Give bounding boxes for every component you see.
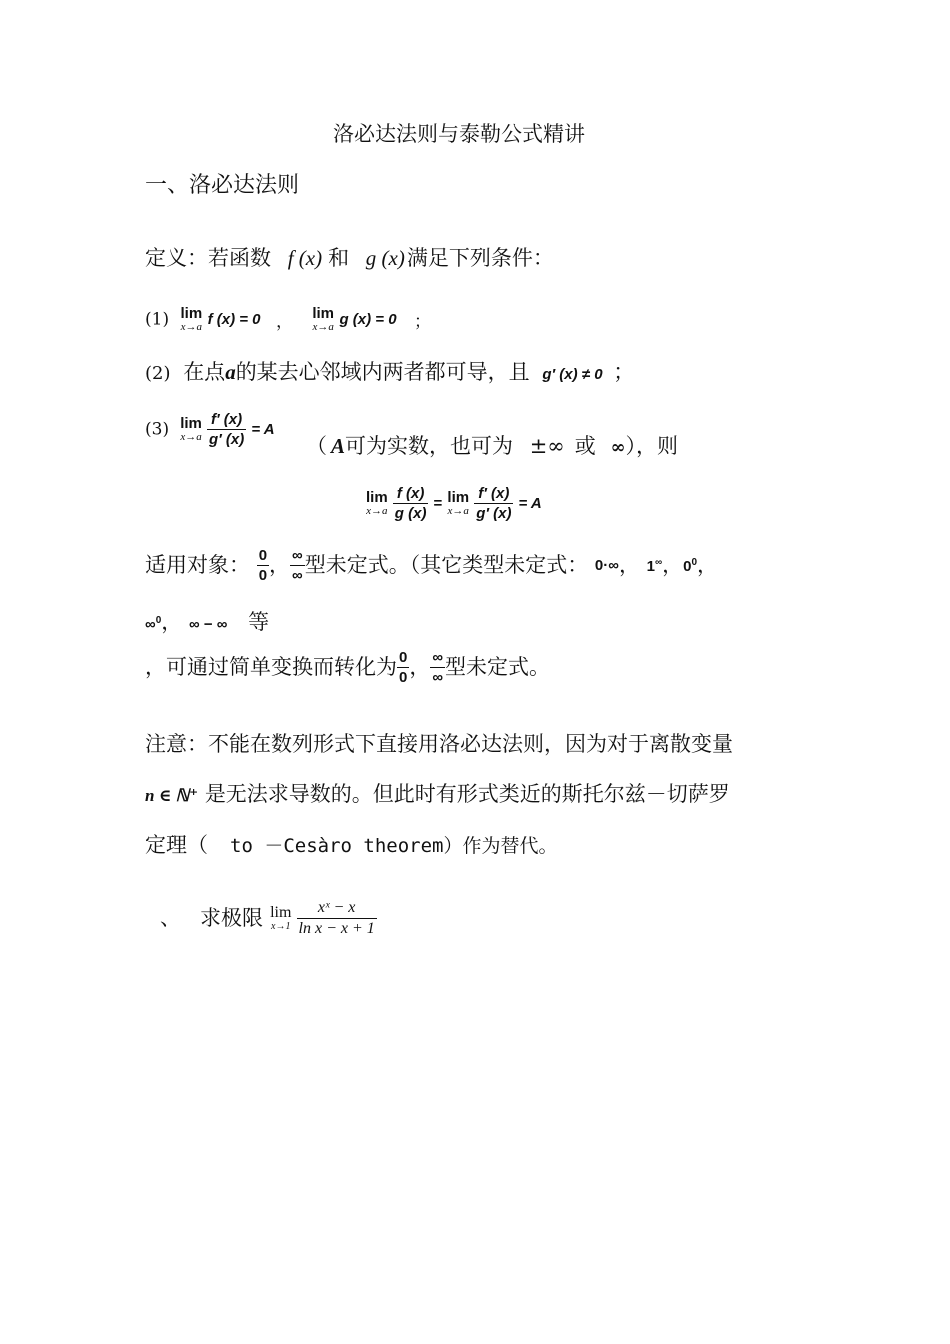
g-of-x: g (x) [365,246,405,270]
definition-line [145,248,554,269]
lhopital-formula [366,486,542,521]
frac-numerator: f′ (x) [474,486,513,504]
condition-2-text1: 在点 [183,360,226,384]
note-line-3 [145,835,557,856]
condition-1 [145,306,431,333]
inf-over-inf-den: ∞ [432,669,444,686]
comma: ， [269,553,291,577]
equals-sign: = [433,495,443,512]
f-of-x: f (x) [287,246,323,270]
zero-over-zero-den: 0 [399,669,408,686]
condition-3-label: (3) [145,419,170,440]
example-problem [200,900,377,937]
definition-suffix: 满足下列条件： [406,246,554,270]
apply-prefix: 适用对象： [145,553,250,577]
note-line-2 [145,784,730,805]
lim-word: lim [180,415,202,432]
condition-1-f: f (x) = 0 [207,311,261,328]
infinity: ∞ [610,437,626,458]
note-close: ），则 [625,434,678,458]
lim-sub: x→a [312,321,334,333]
inf-over-inf-den: ∞ [292,567,303,584]
applicable-forms [145,548,718,583]
lim-word: lim [180,305,203,322]
condition-2-end: ； [613,360,635,384]
note-line-2-text: 是无法求导数的。但此时有形式类近的斯托尔兹－切萨罗 [204,782,730,806]
zero-over-zero-den: 0 [258,567,268,584]
frac-denominator: g (x) [394,505,427,522]
comma: ， [409,655,431,679]
and-text: 和 [328,246,350,270]
line3-suffix: 型未定式。 [445,655,551,679]
lim-sub: x→a [180,321,203,333]
note-line-3-b: to －Cesàro theorem）作为替代。 [230,835,558,857]
definition-prefix: 定义：若函数 [145,246,271,270]
condition-3 [145,412,275,447]
equals-A: = A [251,421,275,438]
line3-prefix: ，可通过简单变换而转化为 [145,655,397,679]
example-text: 求极限 [200,906,263,930]
condition-1-label: (1) [145,309,170,330]
note-open: （ [306,434,327,458]
zero-over-zero-num: 0 [258,547,268,564]
sep: ， [161,610,183,634]
sep: ， [662,553,684,577]
section-heading: 一、洛必达法则 [145,173,300,198]
n-in-naturals: n ∈ ℕ⁺ [145,786,199,805]
lim-sub: x→a [447,505,469,517]
form-one-pow-inf: 1∞ [646,556,663,575]
inf-over-inf-num: ∞ [292,547,303,564]
lim-word: lim [447,489,470,506]
condition-3-note [306,436,678,457]
frac-denominator: ln x − x + 1 [298,920,375,937]
note-line-1: 注意：不能在数列形式下直接用洛必达法则，因为对于离散变量 [145,732,733,756]
sep: ， [618,553,640,577]
frac-numerator: f′ (x) [207,412,246,430]
point-a: a [225,360,236,384]
condition-2 [145,362,634,383]
note-text: 可为实数，也可为 [345,434,514,458]
lim-word: lim [312,305,335,322]
plus-minus-infinity: ±∞ [529,434,565,458]
condition-1-end: ； [413,312,431,332]
zero-over-zero-num: 0 [399,649,408,666]
page-title: 洛必达法则与泰勒公式精讲 [333,122,585,146]
frac-denominator: g′ (x) [476,505,512,522]
condition-1-sep: ， [275,312,293,332]
g-prime-nonzero: g′ (x) ≠ 0 [542,366,603,383]
sep: ， [697,553,719,577]
form-zero-times-inf: 0·∞ [594,557,619,574]
symbol-A: A [331,434,346,458]
lim-sub: x→a [180,431,202,443]
lim-sub: x→1 [271,921,291,932]
lim-sub: x→a [366,505,388,517]
applicable-forms-line3 [145,650,550,685]
lim-word: lim [270,904,292,921]
applicable-forms-line2 [145,612,269,633]
form-inf-minus-inf: ∞ − ∞ [188,616,228,633]
or-text: 或 [574,434,596,458]
note-line-3-a: 定理（ [145,833,208,857]
form-inf-pow-zero: ∞$^0$ [145,615,162,633]
inf-over-inf-num: ∞ [432,649,444,666]
form-zero-pow-zero: $0^0$ [683,556,698,575]
example-mark: 、 [160,906,181,930]
equals-A: = A [518,495,542,512]
frac-numerator: f (x) [393,486,429,504]
condition-1-g: g (x) = 0 [339,311,397,328]
etc-text: 等 [248,610,270,634]
frac-numerator: xˣ − x [297,900,377,919]
lim-word: lim [366,489,388,506]
condition-2-label: (2) [145,363,171,384]
condition-2-text2: 的某去心邻域内两者都可导，且 [235,360,530,384]
apply-text: 型未定式。（其它类型未定式： [304,553,589,577]
frac-denominator: g′ (x) [208,431,245,448]
